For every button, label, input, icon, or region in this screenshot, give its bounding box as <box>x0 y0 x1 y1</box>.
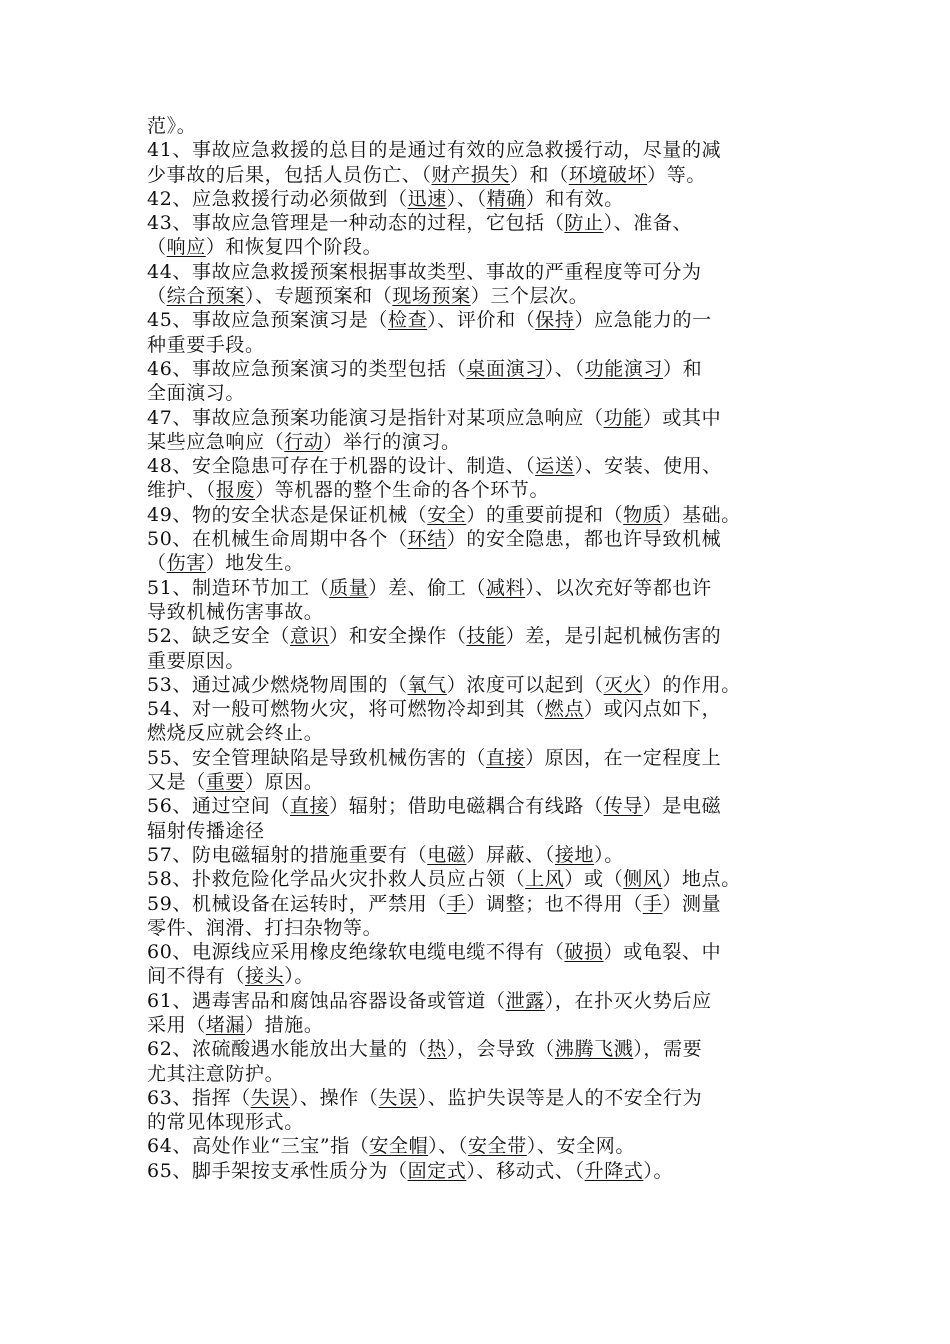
text-segment: ）或闪点如下， <box>583 698 722 721</box>
text-segment: ）的作用。 <box>642 673 741 696</box>
text-line <box>147 503 827 527</box>
text-line <box>147 1062 827 1086</box>
answer-blank: 现场预案 <box>392 285 471 308</box>
text-segment: 44、事故应急救援预案根据事故类型、事故的严重程度等可分为 <box>147 260 702 283</box>
text-line <box>147 333 827 357</box>
text-segment: ）辐射；借助电磁耦合有线路（ <box>329 795 604 818</box>
text-segment: ）、操作（ <box>289 1086 379 1109</box>
text-segment: 导致机械伤害事故。 <box>147 600 324 623</box>
answer-blank: 热 <box>427 1038 447 1061</box>
text-segment: （ <box>147 236 167 259</box>
text-segment: 维护、（ <box>147 479 216 502</box>
answer-blank: 上风 <box>525 868 565 891</box>
answer-blank: 精确 <box>486 187 526 210</box>
text-segment: 49、物的安全状态是保证机械（ <box>147 503 428 526</box>
text-segment: 53、通过减少燃烧物周围的（ <box>147 673 408 696</box>
answer-blank: 氧气 <box>407 673 447 696</box>
text-line <box>147 1086 827 1110</box>
answer-blank: 直接 <box>485 746 526 769</box>
text-line <box>147 819 827 843</box>
answer-blank: 环结 <box>407 528 447 551</box>
text-line <box>147 381 827 405</box>
answer-blank: 侧风 <box>623 868 663 891</box>
text-segment: 57、防电磁辐射的措施重要有（ <box>147 843 428 866</box>
text-segment: ），会导致（ <box>446 1038 555 1061</box>
answer-blank: 安全带 <box>468 1135 527 1158</box>
text-segment: ）屏蔽、（ <box>466 843 555 866</box>
text-line <box>147 600 827 624</box>
text-line <box>147 721 827 745</box>
text-segment: ）差、偷工（ <box>368 576 486 599</box>
text-segment: 重要原因。 <box>147 649 246 672</box>
answer-blank: 失误 <box>250 1086 290 1109</box>
text-line <box>147 770 827 794</box>
answer-blank: 直接 <box>289 795 330 818</box>
text-line <box>147 916 827 940</box>
answer-blank: 防止 <box>564 212 604 235</box>
text-segment: ）原因。 <box>245 771 324 794</box>
answer-blank: 安全帽 <box>369 1135 429 1158</box>
text-segment: ）原因，在一定程度上 <box>525 746 722 769</box>
text-line <box>147 624 827 648</box>
text-segment: 63、指挥（ <box>147 1086 251 1109</box>
text-segment: 间不得有（ <box>147 965 246 988</box>
text-line <box>147 1134 827 1158</box>
text-segment: 种重要手段。 <box>147 333 265 356</box>
text-segment: （ <box>147 552 167 575</box>
text-segment: ）地点。 <box>662 868 741 891</box>
text-segment: 45、事故应急预案演习是（ <box>147 309 388 332</box>
text-segment: ）、（ <box>428 1135 469 1158</box>
answer-blank: 技能 <box>466 625 506 648</box>
text-segment: ）和有效。 <box>525 187 624 210</box>
text-segment: ）和（ <box>509 163 569 186</box>
text-line <box>147 989 827 1013</box>
text-line <box>147 697 827 721</box>
text-line <box>147 649 827 673</box>
text-segment: 范》。 <box>147 115 197 137</box>
answer-blank: 破损 <box>564 941 604 964</box>
text-segment: 59、机械设备在运转时，严禁用（ <box>147 892 447 915</box>
answer-blank: 响应 <box>166 236 206 259</box>
answer-blank: 灭火 <box>603 673 643 696</box>
answer-blank: 物质 <box>623 503 663 526</box>
text-line <box>147 138 827 162</box>
text-segment: ）基础。 <box>662 503 741 526</box>
answer-blank: 行动 <box>284 430 324 453</box>
answer-blank: 运送 <box>535 455 575 478</box>
answer-blank: 手 <box>446 892 467 915</box>
answer-blank: 燃点 <box>544 698 584 721</box>
text-segment: 65、脚手架按支承性质分为（ <box>147 1159 408 1182</box>
text-segment: 61、遇毒害品和腐蚀品容器设备或管道（ <box>147 989 506 1012</box>
text-segment: ）地发生。 <box>205 552 304 575</box>
text-segment: 某些应急响应（ <box>147 430 285 453</box>
text-segment: 55、安全管理缺陷是导致机械伤害的（ <box>147 746 486 769</box>
text-segment: 辐射传播途径 <box>147 819 265 842</box>
text-line <box>147 284 827 308</box>
text-segment: ）调整；也不得用（ <box>466 892 643 915</box>
text-segment: ）或（ <box>564 868 624 891</box>
text-segment: ）的安全隐患，都也许导致机械 <box>446 528 722 551</box>
answer-blank: 固定式 <box>407 1159 467 1182</box>
answer-blank: 综合预案 <box>166 285 246 308</box>
text-segment: 41、事故应急救援的总目的是通过有效的应急救援行动，尽量的减 <box>147 139 722 162</box>
text-segment: 52、缺乏安全（ <box>147 625 290 648</box>
text-segment: ）和 <box>663 357 703 380</box>
answer-blank: 功能演习 <box>584 357 664 380</box>
text-segment: 采用（ <box>147 1013 206 1036</box>
text-segment: ），在扑灭火势后应 <box>544 989 712 1012</box>
text-segment: ）。 <box>643 1159 674 1182</box>
text-line <box>147 211 827 235</box>
text-segment: ）措施。 <box>245 1013 324 1036</box>
text-line <box>147 673 827 697</box>
text-segment: ）、监护失误等是人的不安全行为 <box>417 1086 703 1109</box>
text-segment: ）、准备、 <box>603 212 693 235</box>
text-segment: ）差，是引起机械伤害的 <box>505 625 722 648</box>
text-segment: 42、应急救援行动必须做到（ <box>147 187 408 210</box>
answer-blank: 安全 <box>427 503 467 526</box>
text-segment: ）、以次充好等都也许 <box>525 576 712 599</box>
answer-blank: 检查 <box>387 309 428 332</box>
text-line <box>147 430 827 454</box>
text-line <box>147 308 827 332</box>
text-segment: 50、在机械生命周期中各个（ <box>147 528 408 551</box>
text-segment: ）、安装、使用、 <box>574 455 722 478</box>
text-segment: ）测量 <box>662 892 722 915</box>
text-segment: 46、事故应急预案演习的类型包括（ <box>147 357 467 380</box>
answer-blank: 失误 <box>378 1086 418 1109</box>
text-segment: 47、事故应急预案功能演习是指针对某项应急响应（ <box>147 406 604 429</box>
answer-blank: 重要 <box>205 771 246 794</box>
answer-blank: 财产损失 <box>431 163 510 186</box>
document-body <box>147 114 827 1183</box>
text-segment: ）或龟裂、中 <box>603 941 722 964</box>
text-segment: ）是电磁 <box>642 795 722 818</box>
answer-blank: 传导 <box>603 795 643 818</box>
text-segment: ），需要 <box>633 1038 703 1061</box>
text-segment: ）举行的演习。 <box>323 430 461 453</box>
answer-blank: 泄露 <box>505 989 545 1012</box>
text-segment: 少事故的后果，包括人员伤亡、（ <box>147 163 432 186</box>
text-line <box>147 1159 827 1183</box>
text-line <box>147 1013 827 1037</box>
answer-blank: 减料 <box>486 576 526 599</box>
text-segment: ）。 <box>284 965 314 988</box>
text-segment: ）等机器的整个生命的各个环节。 <box>255 479 550 502</box>
text-segment: ）、移动式、（ <box>466 1159 585 1182</box>
answer-blank: 电磁 <box>427 843 467 866</box>
text-segment: 56、通过空间（ <box>147 795 290 818</box>
answer-blank: 质量 <box>329 576 369 599</box>
answer-blank: 报废 <box>215 479 256 502</box>
text-line <box>147 478 827 502</box>
text-segment: ）应急能力的一 <box>574 309 712 332</box>
text-segment: ）或其中 <box>642 406 722 429</box>
text-segment: ）。 <box>594 843 624 866</box>
text-line <box>147 357 827 381</box>
text-line <box>147 527 827 551</box>
answer-blank: 接头 <box>245 965 285 988</box>
text-segment: ）和安全操作（ <box>329 625 467 648</box>
text-line <box>147 551 827 575</box>
text-line <box>147 1037 827 1061</box>
text-segment: 62、浓硫酸遇水能放出大量的（ <box>147 1038 428 1061</box>
text-segment: 54、对一般可燃物火灾，将可燃物冷却到其（ <box>147 698 545 721</box>
text-segment: 58、扑救危险化学品火灾扑救人员应占领（ <box>147 868 526 891</box>
text-segment: 48、安全隐患可存在于机器的设计、制造、（ <box>147 455 536 478</box>
text-line <box>147 794 827 818</box>
text-line <box>147 843 827 867</box>
text-segment: 燃烧反应就会终止。 <box>147 722 324 745</box>
text-segment: ）浓度可以起到（ <box>446 673 604 696</box>
text-segment: ）三个层次。 <box>470 285 589 308</box>
text-segment: ）的重要前提和（ <box>466 503 624 526</box>
text-line <box>147 235 827 259</box>
text-segment: 全面演习。 <box>147 382 246 405</box>
text-line <box>147 187 827 211</box>
text-line <box>147 746 827 770</box>
answer-blank: 迅速 <box>407 187 447 210</box>
text-line <box>147 406 827 430</box>
answer-blank: 接地 <box>554 843 595 866</box>
answer-blank: 升降式 <box>584 1159 644 1182</box>
text-segment: 51、制造环节加工（ <box>147 576 330 599</box>
answer-blank: 环境破坏 <box>568 163 648 186</box>
answer-blank: 堵漏 <box>205 1013 246 1036</box>
text-segment: ）、专题预案和（ <box>245 285 393 308</box>
text-segment: 又是（ <box>147 771 206 794</box>
answer-blank: 意识 <box>289 625 330 648</box>
text-segment: 60、电源线应采用橡皮绝缘软电缆电缆不得有（ <box>147 941 565 964</box>
text-segment: 43、事故应急管理是一种动态的过程，它包括（ <box>147 212 565 235</box>
text-segment: （ <box>147 285 167 308</box>
text-segment: ）等。 <box>647 163 706 186</box>
text-line <box>147 940 827 964</box>
text-line <box>147 867 827 891</box>
text-segment: 尤其注意防护。 <box>147 1062 285 1085</box>
answer-blank: 功能 <box>603 406 643 429</box>
text-segment: ）和恢复四个阶段。 <box>205 236 383 259</box>
answer-blank: 桌面演习 <box>466 357 545 380</box>
answer-blank: 保持 <box>535 309 575 332</box>
answer-blank: 伤害 <box>166 552 206 575</box>
text-line <box>147 114 827 138</box>
text-segment: ）、评价和（ <box>427 309 536 332</box>
answer-blank: 手 <box>642 892 663 915</box>
text-segment: 64、高处作业“三宝”指（ <box>147 1135 370 1158</box>
text-segment: ）、（ <box>544 357 585 380</box>
answer-blank: 沸腾飞溅 <box>554 1038 634 1061</box>
text-segment: ）、安全网。 <box>526 1135 635 1158</box>
text-line <box>147 1110 827 1134</box>
text-line <box>147 892 827 916</box>
text-line <box>147 163 827 187</box>
text-segment: 零件、润滑、打扫杂物等。 <box>147 916 383 939</box>
text-segment: 的常见体现形式。 <box>147 1111 304 1134</box>
text-line <box>147 454 827 478</box>
text-segment: ）、（ <box>446 187 487 210</box>
text-line <box>147 576 827 600</box>
text-line <box>147 964 827 988</box>
text-line <box>147 260 827 284</box>
